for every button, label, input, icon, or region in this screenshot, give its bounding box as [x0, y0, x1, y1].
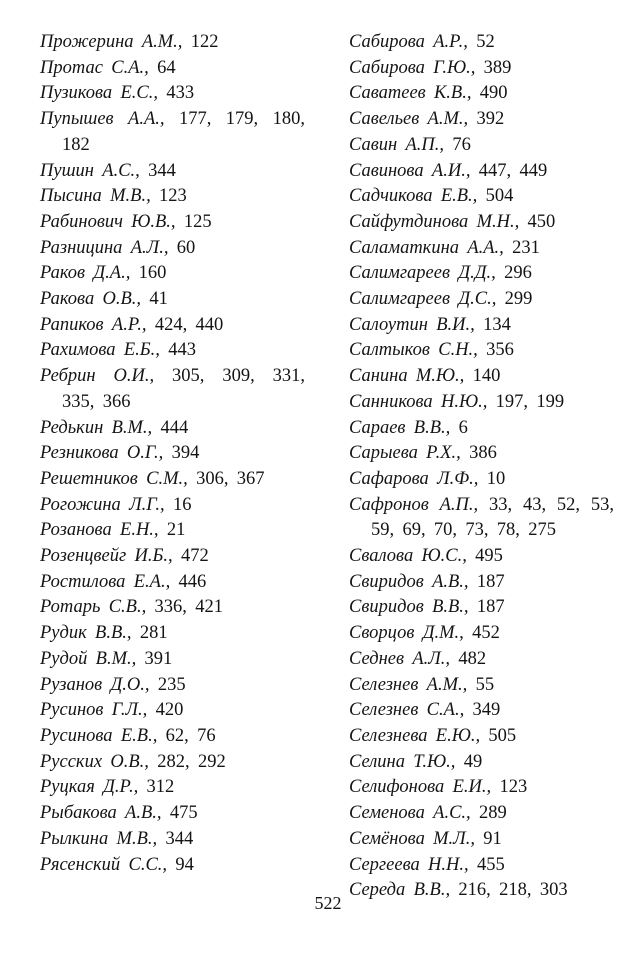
index-entry — [349, 56, 614, 82]
entry-pages: 49 — [455, 751, 483, 772]
index-entry — [40, 544, 305, 570]
index-entry — [349, 544, 614, 570]
index-entry — [40, 159, 305, 185]
entry-name: Пысина М.В., — [40, 186, 151, 207]
entry-name: Савельев А.М., — [349, 109, 469, 130]
index-entry — [349, 261, 614, 287]
index-entry — [349, 81, 614, 107]
entry-name: Рахимова Е.Б., — [40, 340, 160, 361]
index-entry — [349, 210, 614, 236]
entry-pages: 76 — [444, 134, 471, 155]
entry-pages: 21 — [158, 520, 186, 541]
entry-name: Саватеев К.В., — [349, 83, 472, 104]
entry-pages: 505 — [480, 725, 517, 746]
entry-pages: 424, 440 — [146, 314, 224, 335]
entry-pages: 472 — [172, 546, 209, 567]
index-entry — [349, 570, 614, 596]
entry-pages: 344 — [139, 160, 176, 181]
entry-pages: 392 — [468, 109, 505, 130]
entry-name: Рыбакова А.В., — [40, 803, 162, 824]
entry-name: Семёнова М.Л., — [349, 828, 475, 849]
entry-name: Рясенский С.С., — [40, 854, 168, 875]
entry-name: Рузанов Д.О., — [40, 674, 150, 695]
index-entry — [349, 441, 614, 467]
entry-pages: 41 — [141, 289, 168, 310]
index-entry — [349, 364, 614, 390]
index-entry — [40, 30, 305, 56]
entry-pages: 475 — [161, 803, 198, 824]
index-entry — [40, 853, 305, 879]
index-entry — [40, 441, 305, 467]
entry-pages: 455 — [468, 854, 505, 875]
entry-name: Санникова Н.Ю., — [349, 391, 488, 412]
index-column-left — [40, 30, 305, 904]
index-entry — [40, 775, 305, 801]
index-entry — [40, 416, 305, 442]
index-entry — [349, 698, 614, 724]
entry-name: Рылкина М.В., — [40, 828, 158, 849]
entry-name: Селезнев С.А., — [349, 700, 465, 721]
entry-pages: 10 — [478, 468, 506, 489]
index-entry — [40, 236, 305, 262]
entry-name: Савинова А.И., — [349, 160, 471, 181]
entry-name: Ротарь С.В., — [40, 597, 147, 618]
entry-name: Рудик В.В., — [40, 623, 132, 644]
entry-pages: 16 — [164, 494, 192, 515]
entry-pages: 177, 179, 180, 182 — [62, 109, 305, 155]
entry-pages: 62, 76 — [157, 725, 216, 746]
entry-name: Рапиков А.Р., — [40, 314, 147, 335]
entry-name: Руцкая Д.Р., — [40, 777, 139, 798]
index-entry — [40, 698, 305, 724]
index-entry — [40, 493, 305, 519]
entry-name: Ракова О.В., — [40, 289, 142, 310]
entry-pages: 433 — [158, 83, 195, 104]
entry-pages: 349 — [464, 700, 501, 721]
index-entry — [349, 827, 614, 853]
entry-name: Разницина А.Л., — [40, 237, 169, 258]
entry-name: Салимгареев Д.С., — [349, 289, 497, 310]
entry-pages: 444 — [152, 417, 189, 438]
entry-name: Русинова Е.В., — [40, 725, 158, 746]
entry-pages: 91 — [474, 828, 502, 849]
index-entry — [349, 184, 614, 210]
index-entry — [40, 595, 305, 621]
entry-pages: 64 — [148, 57, 176, 78]
entry-pages: 52 — [467, 32, 495, 52]
entry-name: Резникова О.Г., — [40, 443, 164, 464]
entry-pages: 123 — [150, 186, 187, 207]
entry-pages: 336, 421 — [146, 597, 224, 618]
entry-pages: 391 — [136, 648, 173, 669]
entry-pages: 216, 218, 303 — [450, 880, 568, 901]
index-entry — [349, 673, 614, 699]
entry-pages: 231 — [503, 237, 540, 258]
entry-pages: 140 — [464, 366, 501, 387]
entry-name: Сворцов Д.М., — [349, 623, 464, 644]
entry-name: Русских О.В., — [40, 751, 149, 772]
entry-name: Свиридов В.В., — [349, 597, 469, 618]
entry-name: Савин А.П., — [349, 134, 445, 155]
index-entry — [349, 30, 614, 56]
entry-name: Пупышев А.А., — [40, 109, 165, 130]
index-column-right — [349, 30, 614, 904]
entry-name: Розенцвейг И.Б., — [40, 546, 173, 567]
index-entry — [40, 81, 305, 107]
index-entry — [40, 673, 305, 699]
index-entry — [40, 184, 305, 210]
index-entry — [349, 853, 614, 879]
entry-pages: 450 — [519, 211, 556, 232]
entry-pages: 306, 367 — [187, 468, 265, 489]
entry-name: Сараев В.В., — [349, 417, 451, 438]
index-entry — [40, 210, 305, 236]
entry-name: Раков Д.А., — [40, 263, 131, 284]
entry-pages: 443 — [159, 340, 197, 361]
entry-name: Прожерина А.М., — [40, 32, 183, 52]
index-entry — [349, 133, 614, 159]
entry-name: Садчикова Е.В., — [349, 186, 478, 207]
entry-name: Салимгареев Д.Д., — [349, 263, 496, 284]
index-entry — [40, 724, 305, 750]
entry-pages: 94 — [167, 854, 194, 875]
entry-name: Сабирова Г.Ю., — [349, 57, 476, 78]
index-entry — [349, 595, 614, 621]
entry-name: Середа В.В., — [349, 880, 451, 901]
index-entry — [40, 750, 305, 776]
entry-name: Семенова А.С., — [349, 803, 471, 824]
entry-name: Седнев А.Л., — [349, 648, 451, 669]
entry-name: Розанова Е.Н., — [40, 520, 159, 541]
entry-pages: 447, 449 — [470, 160, 548, 181]
entry-name: Сайфутдинова М.Н., — [349, 211, 520, 232]
index-entry — [349, 724, 614, 750]
entry-pages: 187 — [468, 597, 505, 618]
entry-name: Салтыков С.Н., — [349, 340, 478, 361]
index-entry — [349, 647, 614, 673]
index-entry — [349, 467, 614, 493]
entry-pages: 160 — [130, 263, 167, 284]
index-entry — [349, 236, 614, 262]
entry-name: Русинов Г.Л., — [40, 700, 148, 721]
entry-pages: 6 — [450, 417, 468, 438]
index-entry — [40, 647, 305, 673]
index-entry — [349, 107, 614, 133]
index-entry — [349, 416, 614, 442]
entry-pages: 123 — [491, 777, 528, 798]
index-entry — [40, 621, 305, 647]
entry-pages: 344 — [157, 828, 194, 849]
entry-name: Ребрин О.И., — [40, 366, 155, 387]
entry-pages: 305, 309, 331, 335, 366 — [62, 366, 305, 412]
index-entry — [40, 467, 305, 493]
index-entry — [40, 827, 305, 853]
entry-name: Рудой В.М., — [40, 648, 137, 669]
index-entry — [40, 287, 305, 313]
index-entry — [349, 159, 614, 185]
entry-name: Санина М.Ю., — [349, 366, 465, 387]
entry-name: Свиридов А.В., — [349, 571, 469, 592]
entry-name: Салоутин В.И., — [349, 314, 475, 335]
entry-pages: 299 — [496, 289, 533, 310]
entry-name: Селина Т.Ю., — [349, 751, 456, 772]
index-columns — [40, 30, 616, 904]
entry-name: Сафронов А.П., — [349, 494, 479, 515]
index-entry — [40, 364, 305, 415]
index-entry — [40, 261, 305, 287]
entry-name: Рабинович Ю.В., — [40, 211, 176, 232]
index-entry — [349, 313, 614, 339]
index-entry — [349, 338, 614, 364]
entry-pages: 33, 43, 52, 53, 59, 69, 70, 73, 78, 275 — [371, 494, 614, 541]
entry-name: Пушин А.С., — [40, 160, 140, 181]
entry-name: Селифонова Е.И., — [349, 777, 492, 798]
entry-pages: 482 — [450, 648, 487, 669]
entry-name: Сафарова Л.Ф., — [349, 468, 479, 489]
entry-name: Ростилова Е.А., — [40, 571, 171, 592]
entry-pages: 495 — [466, 546, 503, 567]
entry-pages: 235 — [149, 674, 186, 695]
entry-pages: 282, 292 — [148, 751, 226, 772]
entry-pages: 60 — [168, 237, 196, 258]
entry-pages: 389 — [475, 57, 512, 78]
index-entry — [40, 56, 305, 82]
entry-name: Селезнев А.М., — [349, 674, 468, 695]
entry-pages: 134 — [474, 314, 511, 335]
entry-name: Решетников С.М., — [40, 468, 188, 489]
entry-name: Сарыева Р.Х., — [349, 443, 461, 464]
entry-pages: 386 — [460, 443, 497, 464]
index-entry — [349, 390, 614, 416]
entry-pages: 197, 199 — [487, 391, 565, 412]
entry-pages: 187 — [468, 571, 505, 592]
entry-name: Сергеева Н.Н., — [349, 854, 469, 875]
entry-pages: 394 — [163, 443, 200, 464]
index-entry — [349, 750, 614, 776]
entry-name: Редькин В.М., — [40, 417, 153, 438]
index-entry — [349, 493, 614, 544]
entry-pages: 312 — [138, 777, 175, 798]
entry-name: Пузикова Е.С., — [40, 83, 158, 104]
entry-pages: 55 — [467, 674, 495, 695]
index-entry — [40, 338, 305, 364]
index-entry — [40, 107, 305, 158]
entry-pages: 452 — [463, 623, 500, 644]
index-entry — [349, 287, 614, 313]
entry-pages: 125 — [175, 211, 212, 232]
entry-pages: 296 — [495, 263, 532, 284]
entry-name: Рогожина Л.Г., — [40, 494, 165, 515]
index-entry — [40, 570, 305, 596]
entry-pages: 289 — [470, 803, 507, 824]
index-entry — [40, 518, 305, 544]
entry-pages: 356 — [477, 340, 514, 361]
entry-pages: 446 — [170, 571, 207, 592]
entry-name: Протас С.А., — [40, 57, 149, 78]
entry-name: Свалова Ю.С., — [349, 546, 467, 567]
index-entry — [349, 775, 614, 801]
page-number: 522 — [314, 893, 342, 913]
entry-pages: 281 — [131, 623, 168, 644]
entry-pages: 504 — [477, 186, 514, 207]
index-entry — [349, 621, 614, 647]
entry-name: Саламаткина А.А., — [349, 237, 504, 258]
entry-pages: 490 — [471, 83, 508, 104]
entry-pages: 122 — [182, 32, 219, 52]
entry-pages: 420 — [147, 700, 184, 721]
index-entry — [349, 801, 614, 827]
entry-name: Селезнева Е.Ю., — [349, 725, 481, 746]
index-entry — [40, 313, 305, 339]
index-entry — [40, 801, 305, 827]
entry-name: Сабирова А.Р., — [349, 32, 468, 52]
